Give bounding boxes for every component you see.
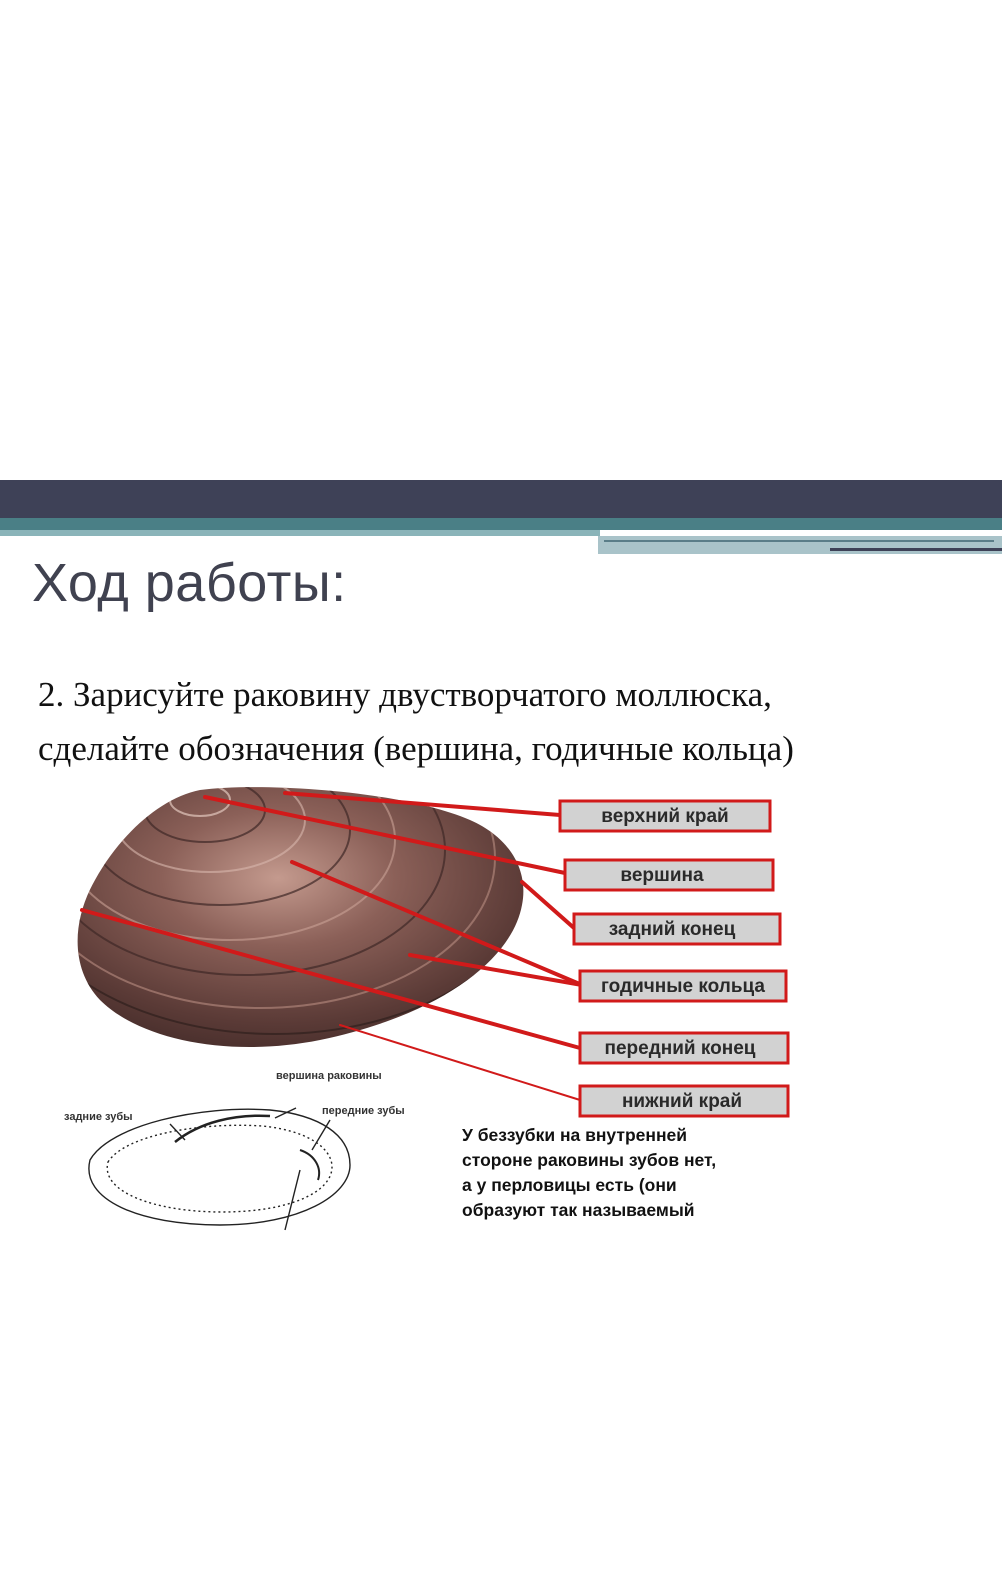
header-band-line [604, 540, 994, 542]
caption-line-1: У беззубки на внутренней [462, 1125, 688, 1145]
caption-line-2: стороне раковины зубов нет, [462, 1150, 717, 1170]
header-band-teal-light [0, 530, 600, 536]
task-text [38, 668, 978, 776]
label-lower-edge: нижний край [621, 1091, 743, 1112]
label-anterior-end: передний конец [604, 1038, 756, 1059]
header-band-teal [0, 518, 1002, 530]
task-line-2: сделайте обозначения (вершина, годичные кольца) [38, 729, 794, 768]
caption-line-4: образуют так называемый [462, 1200, 695, 1220]
label-growth-rings: годичные кольца [601, 976, 765, 997]
header-band-dark [0, 480, 1002, 518]
label-boxes [560, 801, 788, 1116]
label-anterior-teeth: передние зубы [322, 1105, 405, 1117]
slide-title: Ход работы: [32, 553, 347, 613]
label-top-edge: верхний край [601, 806, 729, 827]
caption-line-3: а у перловицы есть (они [462, 1175, 677, 1195]
inner-shell-sketch [89, 1108, 350, 1230]
label-apex: вершина [620, 865, 704, 886]
label-posterior-end: задний конец [608, 919, 736, 940]
header-band-line-dark [830, 548, 1002, 551]
task-line-1: 2. Зарисуйте раковину двустворчатого моллюска, [38, 675, 772, 714]
label-posterior-teeth: задние зубы [64, 1111, 133, 1123]
header-band-accent [598, 536, 1002, 554]
label-shell-apex: вершина раковины [276, 1070, 382, 1082]
caption-text [462, 1123, 822, 1223]
